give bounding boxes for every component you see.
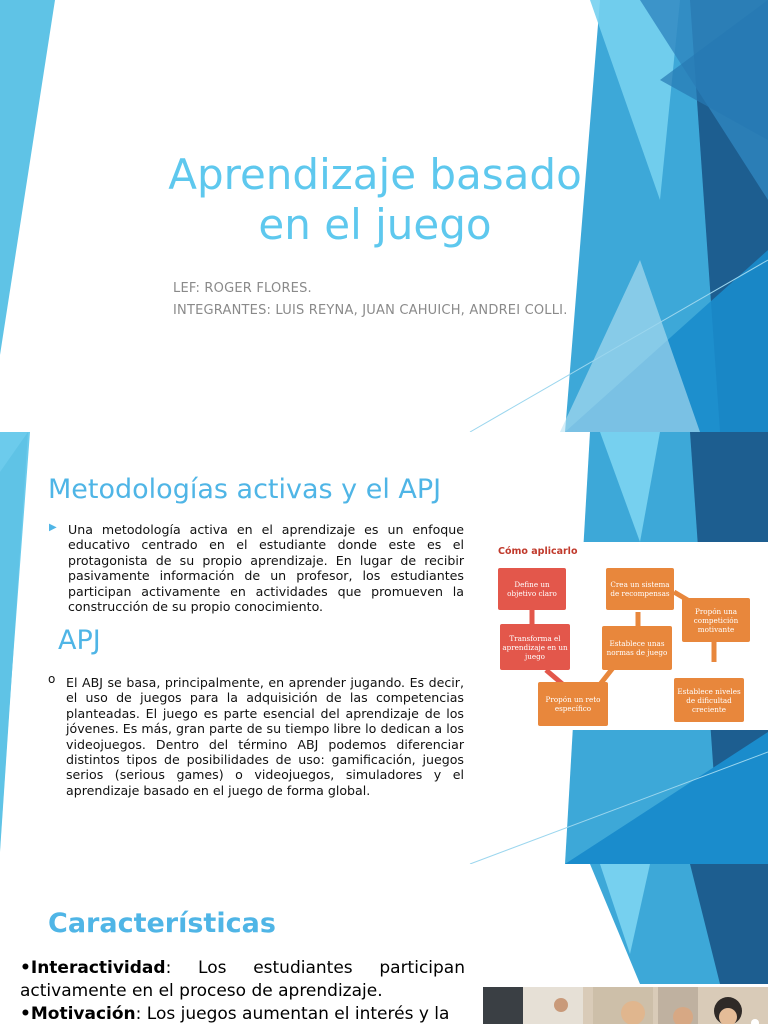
characteristics-list [20, 957, 465, 1024]
teacher-line: LEF: ROGER FLORES. [173, 281, 312, 296]
step-set-rules: Establece unas normas de juego [602, 626, 672, 670]
step-propose-challenge: Propón un reto específico [538, 682, 608, 726]
photo-placeholder [483, 987, 768, 1024]
methodology-paragraph: Una metodología activa en el aprendizaje es un enfoque educativo centrado en el estudiante donde este es el protagonista de su propio aprendizaje. En lugar de recibir pasivamente información de un profesor, los estudiantes participan activamente en actividades que promueven la construcción de su propio conocimiento. [68, 522, 464, 615]
apj-heading: APJ [58, 625, 101, 656]
diagram-title: Cómo aplicarlo [498, 546, 578, 557]
bullet-arrow-icon: ▶ [49, 522, 57, 533]
item-text: : Los estudiantes participan activamente en el proceso de aprendizaje. [20, 958, 465, 1001]
title-slide [0, 0, 768, 432]
title-line-2: en el juego [258, 200, 492, 249]
list-item [20, 1003, 465, 1024]
section-heading: Características [48, 908, 276, 939]
item-term: Motivación [30, 1004, 136, 1024]
item-term: Interactividad [30, 958, 166, 978]
bullet-dot-icon: • [20, 958, 31, 978]
classroom-photo [483, 987, 768, 1024]
list-item [20, 957, 465, 1003]
step-competition: Propón una competición motivante [682, 598, 750, 642]
title-line-1: Aprendizaje basado [168, 150, 582, 199]
bullet-circle-icon: o [48, 672, 56, 686]
bullet-dot-icon: • [20, 1004, 31, 1024]
step-transform-learning: Transforma el aprendizaje en un juego [500, 624, 570, 670]
characteristics-slide [0, 864, 768, 1024]
section-heading: Metodologías activas y el APJ [48, 474, 442, 505]
step-reward-system: Crea un sistema de recompensas [606, 568, 674, 610]
members-line: INTEGRANTES: LUIS REYNA, JUAN CAHUICH, ANDREI COLLI. [173, 303, 568, 318]
abj-paragraph: El ABJ se basa, principalmente, en aprender jugando. Es decir, el uso de juegos para la adquisición de las competencias planteadas. El juego es parte esencial del aprendizaje de los jóvenes. Es más, gran parte de su tiempo libre lo dedican a los videojuegos. Dentro del término ABJ podemos diferenciar distintos tipos de posibilidades de uso: gamificación, juegos serios (serious games) o videojuegos, simuladores y el aprendizaje basado en el juego de forma global. [66, 675, 464, 798]
content-slide-apj [0, 432, 768, 864]
item-text: : Los juegos aumentan el interés y la [135, 1004, 450, 1024]
step-difficulty-levels: Establece niveles de dificultad creciente [674, 678, 744, 722]
step-define-objective: Define un objetivo claro [498, 568, 566, 610]
slide-subtitle [173, 278, 568, 322]
slide-title [150, 150, 600, 250]
how-to-apply-diagram [486, 542, 768, 730]
